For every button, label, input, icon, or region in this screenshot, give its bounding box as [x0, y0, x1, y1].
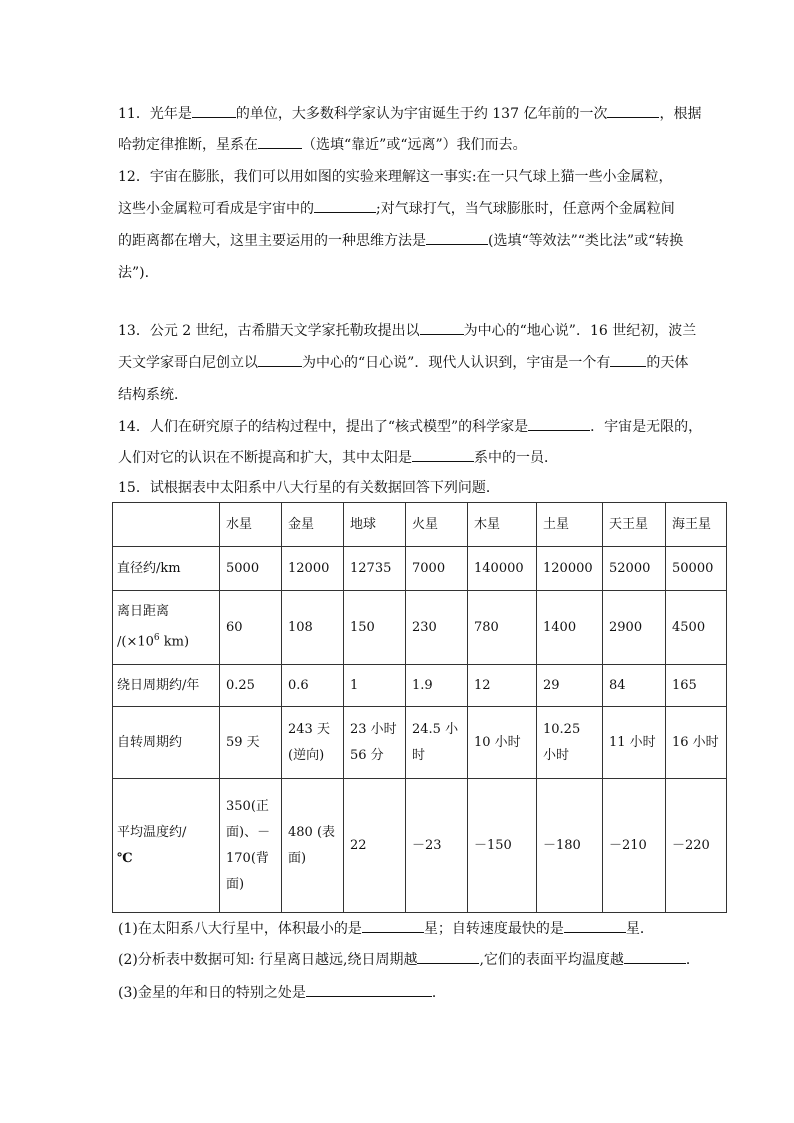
row-label-part: /(×10 [117, 634, 154, 650]
question-text: 哈勃定律推断，星系在 [118, 137, 258, 153]
answer-blank[interactable] [258, 132, 302, 149]
question-13-line-2 [118, 347, 708, 379]
header-cell: 土星 [537, 503, 603, 547]
table-cell: 60 [220, 591, 282, 665]
answer-blank[interactable] [306, 980, 432, 997]
question-text: 的单位，大多数科学家认为宇宙诞生于约 137 亿年前的一次 [235, 106, 608, 122]
question-text: ,它们的表面平均温度越 [479, 952, 624, 968]
table-cell: 1 [344, 665, 406, 707]
table-cell: 120000 [537, 547, 603, 591]
question-11-line-2 [118, 129, 708, 161]
table-cell: 12 [468, 665, 537, 707]
answer-blank[interactable] [610, 350, 646, 367]
answer-blank[interactable] [417, 947, 479, 964]
header-cell: 天王星 [603, 503, 666, 547]
table-cell: 1400 [537, 591, 603, 665]
table-cell: 24.5 小时 [406, 707, 468, 779]
row-label-line: 平均温度约/ [117, 824, 187, 840]
row-label [113, 779, 220, 913]
planet-data-table [112, 502, 727, 913]
question-text: 光年是 [149, 106, 192, 122]
question-text: 公元 2 世纪，古希腊天文学家托勒玫提出以 [149, 323, 420, 339]
table-cell: 11 小时 [603, 707, 666, 779]
answer-blank[interactable] [426, 228, 488, 245]
question-text: 星． [625, 921, 654, 937]
question-number: 14． [118, 419, 150, 435]
table-cell: 52000 [603, 547, 666, 591]
table-row [113, 547, 727, 591]
question-text: 试根据表中太阳系中八大行星的有关数据回答下列问题． [149, 480, 500, 496]
row-label-line: ℃ [117, 850, 133, 866]
question-number: 12． [118, 169, 150, 185]
table-cell: 5000 [220, 547, 282, 591]
table-header-row [113, 503, 727, 547]
header-cell: 海王星 [666, 503, 727, 547]
table-cell: 50000 [666, 547, 727, 591]
question-12-line-2 [118, 193, 708, 225]
question-text: ． [685, 952, 700, 968]
question-15-sub-3 [118, 977, 708, 1009]
question-text: ．宇宙是无限的， [590, 419, 703, 435]
row-label-superscript: 6 [153, 633, 160, 644]
question-number: 13． [118, 323, 150, 339]
question-text: 宇宙在膨胀，我们可以用如图的实验来理解这一事实:在一只气球上猫一些小金属粒， [149, 169, 673, 185]
question-text: （选填“靠近”或“远离”）我们而去。 [302, 137, 527, 153]
table-cell: 16 小时 [666, 707, 727, 779]
question-text: 的距离都在增大，这里主要运用的一种思维方法是 [118, 233, 426, 249]
row-label: 自转周期约 [113, 707, 220, 779]
row-label: 直径约/km [113, 547, 220, 591]
question-text: 人们在研究原子的结构过程中，提出了“核式模型”的科学家是 [149, 419, 529, 435]
table-cell: 10.25 小时 [537, 707, 603, 779]
table-cell: 59 天 [220, 707, 282, 779]
question-13-line-3 [118, 379, 708, 411]
header-cell: 火星 [406, 503, 468, 547]
table-cell: 780 [468, 591, 537, 665]
question-12-line-1 [118, 161, 708, 193]
table-cell: －220 [666, 779, 727, 913]
question-text: 这些小金属粒可看成是宇宙中的 [118, 201, 314, 217]
header-cell: 金星 [282, 503, 344, 547]
table-cell: 7000 [406, 547, 468, 591]
table-row [113, 591, 727, 665]
answer-blank[interactable] [420, 318, 464, 335]
question-text: 星；自转速度最快的是 [423, 921, 564, 937]
question-12-line-4 [118, 257, 708, 289]
question-text: ，根据 [659, 106, 702, 122]
question-text: (3)金星的年和日的特别之处是 [118, 985, 306, 1001]
table-cell: 84 [603, 665, 666, 707]
question-text: ． [431, 985, 446, 1001]
answer-blank[interactable] [564, 916, 626, 933]
table-cell: 22 [344, 779, 406, 913]
answer-blank[interactable] [362, 916, 424, 933]
header-cell [113, 503, 220, 547]
table-cell: 2900 [603, 591, 666, 665]
table-cell: 243 天(逆向) [282, 707, 344, 779]
question-12-line-3 [118, 225, 708, 257]
question-text: 的天体 [646, 355, 689, 371]
question-text: (1)在太阳系八大行星中，体积最小的是 [118, 921, 362, 937]
question-text: 法”). [118, 265, 150, 281]
row-label [113, 591, 220, 665]
table-row [113, 665, 727, 707]
table-cell: 140000 [468, 547, 537, 591]
table-cell: －210 [603, 779, 666, 913]
header-cell: 地球 [344, 503, 406, 547]
table-cell: 1.9 [406, 665, 468, 707]
question-text: 天文学家哥白尼创立以 [118, 355, 258, 371]
table-cell: 12000 [282, 547, 344, 591]
table-cell: 480 (表面) [282, 779, 344, 913]
row-label-part: km) [159, 634, 190, 650]
table-cell: 150 [344, 591, 406, 665]
answer-blank[interactable] [314, 196, 376, 213]
row-label-line [117, 625, 213, 655]
question-15-sub-1 [118, 913, 708, 945]
answer-blank[interactable] [412, 445, 474, 462]
row-label: 绕日周期约/年 [113, 665, 220, 707]
table-cell: 29 [537, 665, 603, 707]
question-15-sub-2 [118, 944, 708, 976]
answer-blank[interactable] [528, 414, 590, 431]
table-cell: 230 [406, 591, 468, 665]
table-cell: 12735 [344, 547, 406, 591]
question-text: 为中心的“地心说”．16 世纪初，波兰 [463, 323, 697, 339]
table-cell: 108 [282, 591, 344, 665]
table-cell: 350(正面)、－170(背面) [220, 779, 282, 913]
table-cell: 4500 [666, 591, 727, 665]
question-11-line-1 [118, 98, 708, 130]
table-row [113, 779, 727, 913]
header-cell: 木星 [468, 503, 537, 547]
answer-blank[interactable] [192, 101, 236, 118]
table-cell: －150 [468, 779, 537, 913]
question-text: (选填“等效法”“类比法”或“转换 [488, 233, 684, 249]
question-14-line-1 [118, 411, 708, 443]
question-number: 11． [118, 106, 150, 122]
table-cell: －180 [537, 779, 603, 913]
question-text: 结构系统． [118, 387, 188, 403]
question-14-line-2 [118, 442, 708, 474]
row-label-line: 离日距离 [117, 604, 170, 620]
question-text: 人们对它的认识在不断提高和扩大，其中太阳是 [118, 450, 412, 466]
table-cell: 0.6 [282, 665, 344, 707]
table-cell: 165 [666, 665, 727, 707]
table-row [113, 707, 727, 779]
question-15-intro [118, 472, 708, 504]
question-13-line-1 [118, 315, 708, 347]
answer-blank[interactable] [258, 350, 302, 367]
question-text: 为中心的“日心说”．现代人认识到，宇宙是一个有 [302, 355, 611, 371]
header-cell: 水星 [220, 503, 282, 547]
table-cell: 10 小时 [468, 707, 537, 779]
table-cell: 0.25 [220, 665, 282, 707]
question-text: (2)分析表中数据可知: 行星离日越远,绕日周期越 [118, 952, 418, 968]
answer-blank[interactable] [624, 947, 686, 964]
table-cell: 23 小时 56 分 [344, 707, 406, 779]
table-cell: －23 [406, 779, 468, 913]
question-text: 系中的一员． [474, 450, 558, 466]
question-text: ;对气球打气，当气球膨胀时，任意两个金属粒间 [376, 201, 675, 217]
question-number: 15． [118, 480, 150, 496]
answer-blank[interactable] [607, 101, 659, 118]
